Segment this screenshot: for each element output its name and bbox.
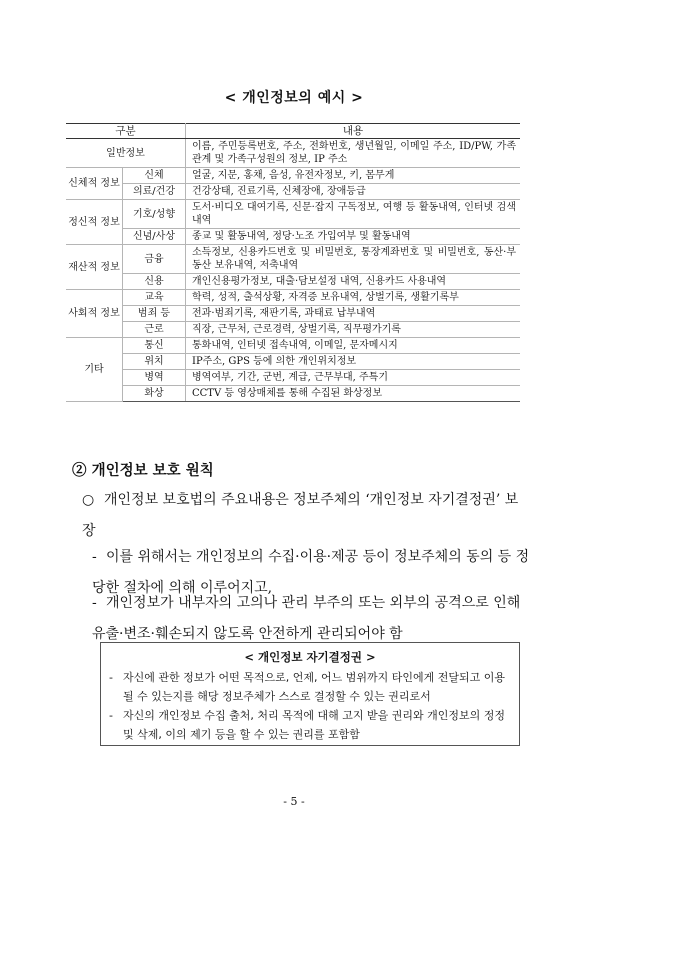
table-row bbox=[66, 338, 520, 354]
box-item bbox=[109, 668, 511, 706]
content-cell: 통화내역, 인터넷 접속내역, 이메일, 문자메시지 bbox=[186, 338, 521, 354]
table-row bbox=[66, 386, 520, 402]
header-category: 구분 bbox=[66, 124, 186, 139]
content-cell: 건강상태, 진료기록, 신체장애, 장애등급 bbox=[186, 184, 521, 200]
table-row bbox=[66, 245, 520, 274]
subcategory-cell: 화상 bbox=[123, 386, 186, 402]
content-cell: IP주소, GPS 등에 의한 개인위치정보 bbox=[186, 354, 521, 370]
category-cell: 사회적 정보 bbox=[66, 290, 123, 338]
section-heading bbox=[72, 459, 214, 480]
content-cell: 종교 및 활동내역, 정당·노조 가입여부 및 활동내역 bbox=[186, 229, 521, 245]
table-row bbox=[66, 184, 520, 200]
subcategory-cell: 금융 bbox=[123, 245, 186, 274]
content-cell: 도서·비디오 대여기록, 신문·잡지 구독정보, 여행 등 활동내역, 인터넷 검색내역 bbox=[186, 200, 521, 229]
paragraph-text: 개인정보 보호법의 주요내용은 정보주체의 ‘개인정보 자기결정권’ 보장 bbox=[82, 492, 519, 539]
content-cell: 전과·범죄기록, 재판기록, 과태료 납부내역 bbox=[186, 306, 521, 322]
section-number: ② bbox=[72, 462, 87, 479]
content-cell: 이름, 주민등록번호, 주소, 전화번호, 생년월일, 이메일 주소, ID/PW, 가족관계 및 가족구성원의 정보, IP 주소 bbox=[186, 139, 521, 168]
subcategory-cell: 신념/사상 bbox=[123, 229, 186, 245]
subcategory-cell: 신체 bbox=[123, 168, 186, 184]
table-caption: < 개인정보의 예시 > bbox=[224, 90, 364, 106]
subcategory-cell: 기호/성향 bbox=[123, 200, 186, 229]
table-row bbox=[66, 168, 520, 184]
box-item bbox=[109, 706, 511, 744]
content-cell: 개인신용평가정보, 대출·담보설정 내역, 신용카드 사용내역 bbox=[186, 274, 521, 290]
section-title: 개인정보 보호 원칙 bbox=[91, 462, 214, 479]
subcategory-cell: 교육 bbox=[123, 290, 186, 306]
subcategory-cell: 신용 bbox=[123, 274, 186, 290]
box-item-text: 자신에 관한 정보가 어떤 목적으로, 언제, 어느 범위까지 타인에게 전달되고 이용될 수 있는지를 해당 정보주체가 스스로 결정할 수 있는 권리로서 bbox=[123, 671, 505, 703]
table-row bbox=[66, 290, 520, 306]
content-cell: 소득정보, 신용카드번호 및 비밀번호, 통장계좌번호 및 비밀번호, 동산·부동산 보유내역, 저축내역 bbox=[186, 245, 521, 274]
table-row bbox=[66, 139, 520, 168]
subcategory-cell: 병역 bbox=[123, 370, 186, 386]
page-number: - 5 - bbox=[283, 795, 305, 808]
personal-info-examples-table bbox=[66, 123, 520, 402]
category-cell: 정신적 정보 bbox=[66, 200, 123, 245]
paragraph-text: 이를 위해서는 개인정보의 수집·이용·제공 등이 정보주체의 동의 등 정당한 절차에 의해 이루어지고, bbox=[92, 549, 530, 596]
subcategory-cell: 의료/건강 bbox=[123, 184, 186, 200]
subcategory-cell: 근로 bbox=[123, 322, 186, 338]
category-cell: 일반정보 bbox=[66, 139, 186, 168]
subcategory-cell: 통신 bbox=[123, 338, 186, 354]
table-row bbox=[66, 274, 520, 290]
dash-bullet: - bbox=[92, 595, 97, 611]
paragraph-text: 개인정보가 내부자의 고의나 관리 부주의 또는 외부의 공격으로 인해 유출·변조·훼손되지 않도록 안전하게 관리되어야 함 bbox=[92, 595, 521, 642]
dash-bullet: - bbox=[109, 671, 113, 684]
content-cell: 얼굴, 지문, 홍채, 음성, 유전자정보, 키, 몸무게 bbox=[186, 168, 521, 184]
category-cell: 기타 bbox=[66, 338, 123, 402]
table-row bbox=[66, 354, 520, 370]
box-item-text: 자신의 개인정보 수집 출처, 처리 목적에 대해 고지 받을 권리와 개인정보의 정정 및 삭제, 이의 제기 등을 할 수 있는 권리를 포함함 bbox=[123, 709, 505, 741]
table-row bbox=[66, 229, 520, 245]
self-determination-box bbox=[100, 642, 520, 746]
table-row bbox=[66, 306, 520, 322]
box-title: < 개인정보 자기결정권 > bbox=[244, 650, 376, 664]
subcategory-cell: 범죄 등 bbox=[123, 306, 186, 322]
content-cell: 학력, 성적, 출석상황, 자격증 보유내역, 상벌기록, 생활기록부 bbox=[186, 290, 521, 306]
table-row bbox=[66, 200, 520, 229]
subcategory-cell: 위치 bbox=[123, 354, 186, 370]
principle-paragraph bbox=[92, 588, 530, 650]
table-header-row bbox=[66, 124, 520, 139]
dash-bullet: - bbox=[109, 709, 113, 722]
dash-bullet: - bbox=[92, 549, 97, 565]
content-cell: 병역여부, 기간, 군번, 계급, 근무부대, 주특기 bbox=[186, 370, 521, 386]
content-cell: 직장, 근무처, 근로경력, 상벌기록, 직무평가기록 bbox=[186, 322, 521, 338]
table-row bbox=[66, 370, 520, 386]
table-row bbox=[66, 322, 520, 338]
content-cell: CCTV 등 영상매체를 통해 수집된 화상정보 bbox=[186, 386, 521, 402]
category-cell: 재산적 정보 bbox=[66, 245, 123, 290]
category-cell: 신체적 정보 bbox=[66, 168, 123, 200]
header-content: 내용 bbox=[186, 124, 521, 139]
principle-paragraph bbox=[82, 485, 530, 547]
circle-bullet: ○ bbox=[82, 492, 95, 508]
